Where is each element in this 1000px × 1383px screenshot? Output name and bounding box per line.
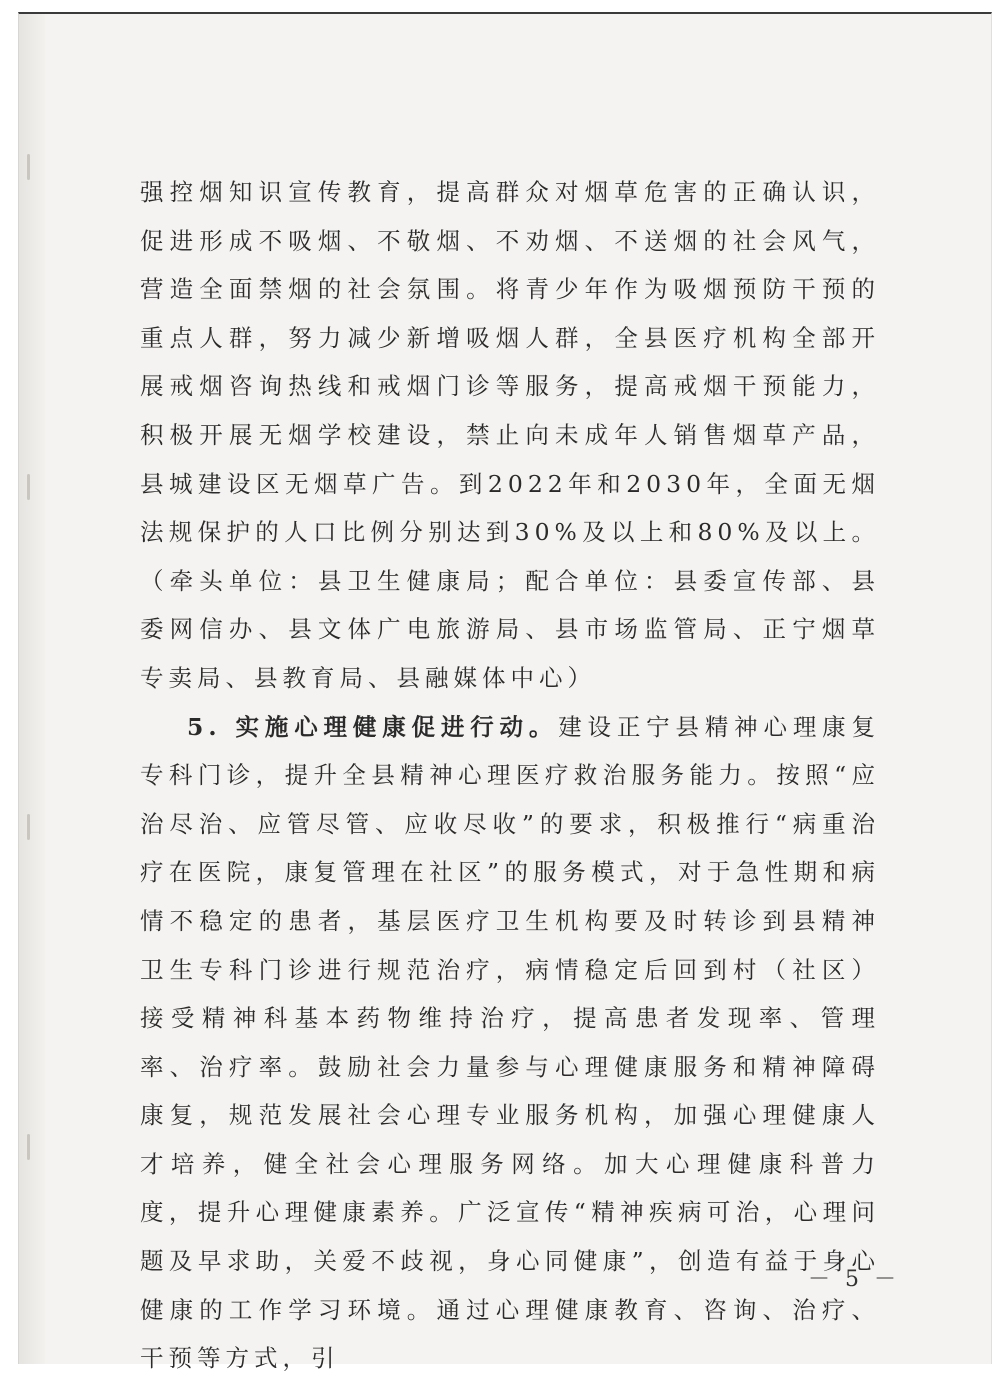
page-number: － 5 － [808,1267,900,1292]
binding-margin [19,14,45,1364]
body-text [140,168,880,1383]
binding-mark [27,1134,30,1160]
section-heading: 5. 实施心理健康促进行动。 [187,712,559,741]
paragraph-mental-health [140,703,880,1383]
binding-mark [27,474,30,500]
paragraph-tobacco-control: 强控烟知识宣传教育，提高群众对烟草危害的正确认识，促进形成不吸烟、不敬烟、不劝烟、不送烟的社会风气，营造全面禁烟的社会氛围。将青少年作为吸烟预防干预的重点人群，努力减少新增吸烟人群，全县医疗机构全部开展戒烟咨询热线和戒烟门诊等服务，提高戒烟干预能力，积极开展无烟学校建设，禁止向未成年人销售烟草产品，县城建设区无烟草广告。到2022年和2030年，全面无烟法规保护的人口比例分别达到30%及以上和80%及以上。（牵头单位：县卫生健康局；配合单位：县委宣传部、县委网信办、县文体广电旅游局、县市场监管局、正宁烟草专卖局、县教育局、县融媒体中心） [140,178,880,692]
binding-mark [27,154,30,180]
binding-mark [27,814,30,840]
section-body: 建设正宁县精神心理康复专科门诊，提升全县精神心理医疗救治服务能力。按照“应治尽治、应管尽管、应收尽收”的要求，积极推行“病重治疗在医院，康复管理在社区”的服务模式，对于急性期和病情不稳定的患者，基层医疗卫生机构要及时转诊到县精神卫生专科门诊进行规范治疗，病情稳定后回到村（社区）接受精神科基本药物维持治疗，提高患者发现率、管理率、治疗率。鼓励社会力量参与心理健康服务和精神障碍康复，规范发展社会心理专业服务机构，加强心理健康人才培养，健全社会心理服务网络。加大心理健康科普力度，提升心理健康素养。广泛宣传“精神疾病可治，心理问题及早求助，关爱不歧视，身心同健康”，创造有益于身心健康的工作学习环境。通过心理健康教育、咨询、治疗、干预等方式，引 [140,712,880,1373]
